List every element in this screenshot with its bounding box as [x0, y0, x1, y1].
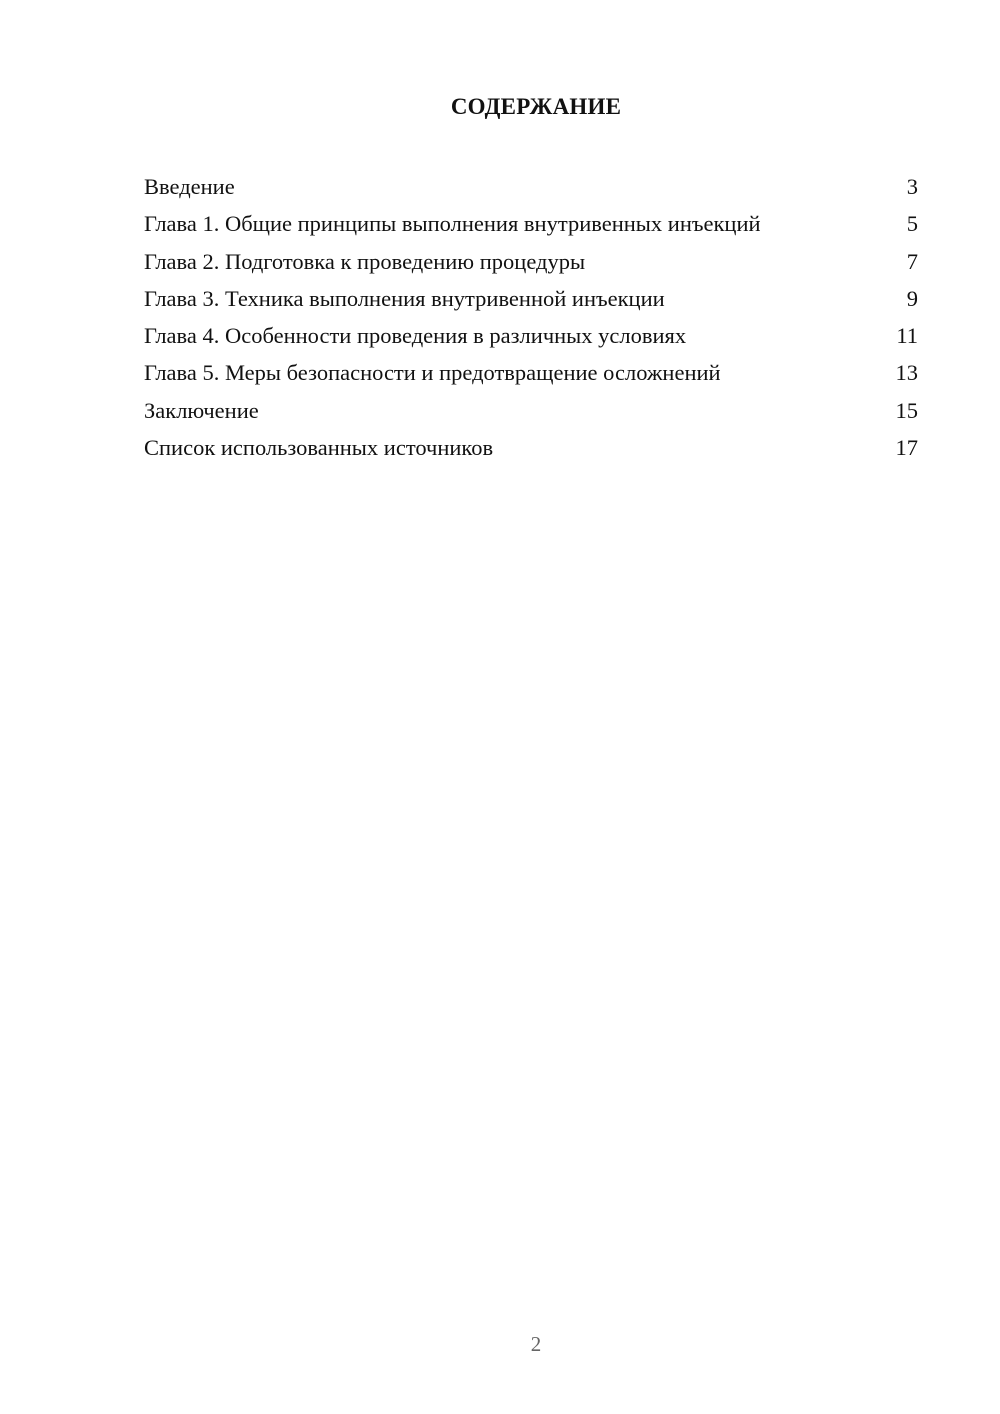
toc-entry-text: Глава 4. Особенности проведения в различных условиях [144, 323, 687, 349]
toc-entry-page: 13 [895, 360, 918, 386]
toc-entry-page: 11 [896, 323, 918, 349]
toc-entry-page: 3 [906, 174, 918, 199]
toc-entry-text: Глава 2. Подготовка к проведению процедуры [144, 248, 586, 274]
toc-entry-page: 5 [906, 211, 918, 237]
toc-entry-chapter-1 [144, 205, 918, 242]
toc-entry-introduction [144, 168, 918, 205]
toc-entry-page: 7 [906, 248, 918, 274]
toc-entry-text: Глава 5. Меры безопасности и предотвращение осложнений [144, 360, 721, 386]
toc-entry-text: Глава 1. Общие принципы выполнения внутривенных инъекций [144, 211, 761, 237]
toc-entry-chapter-5 [144, 354, 918, 391]
toc-entry-text: Список использованных источников [144, 435, 494, 461]
toc-entry-page: 15 [895, 397, 918, 423]
toc-entry-text: Введение [144, 174, 235, 199]
toc-entry-text: Заключение [144, 397, 259, 423]
toc-entry-chapter-4 [144, 317, 918, 354]
toc-entry-references [144, 429, 918, 466]
page-title: СОДЕРЖАНИЕ [450, 94, 622, 119]
toc-entry-page: 17 [895, 435, 918, 461]
toc-entry-text: Глава 3. Техника выполнения внутривенной инъекции [144, 285, 665, 311]
page-number: 2 [530, 1332, 542, 1356]
toc-entry-chapter-3 [144, 280, 918, 317]
toc-entry-page: 9 [906, 285, 918, 311]
toc-entry-conclusion [144, 392, 918, 429]
toc-entry-chapter-2 [144, 243, 918, 280]
table-of-contents [144, 168, 918, 466]
